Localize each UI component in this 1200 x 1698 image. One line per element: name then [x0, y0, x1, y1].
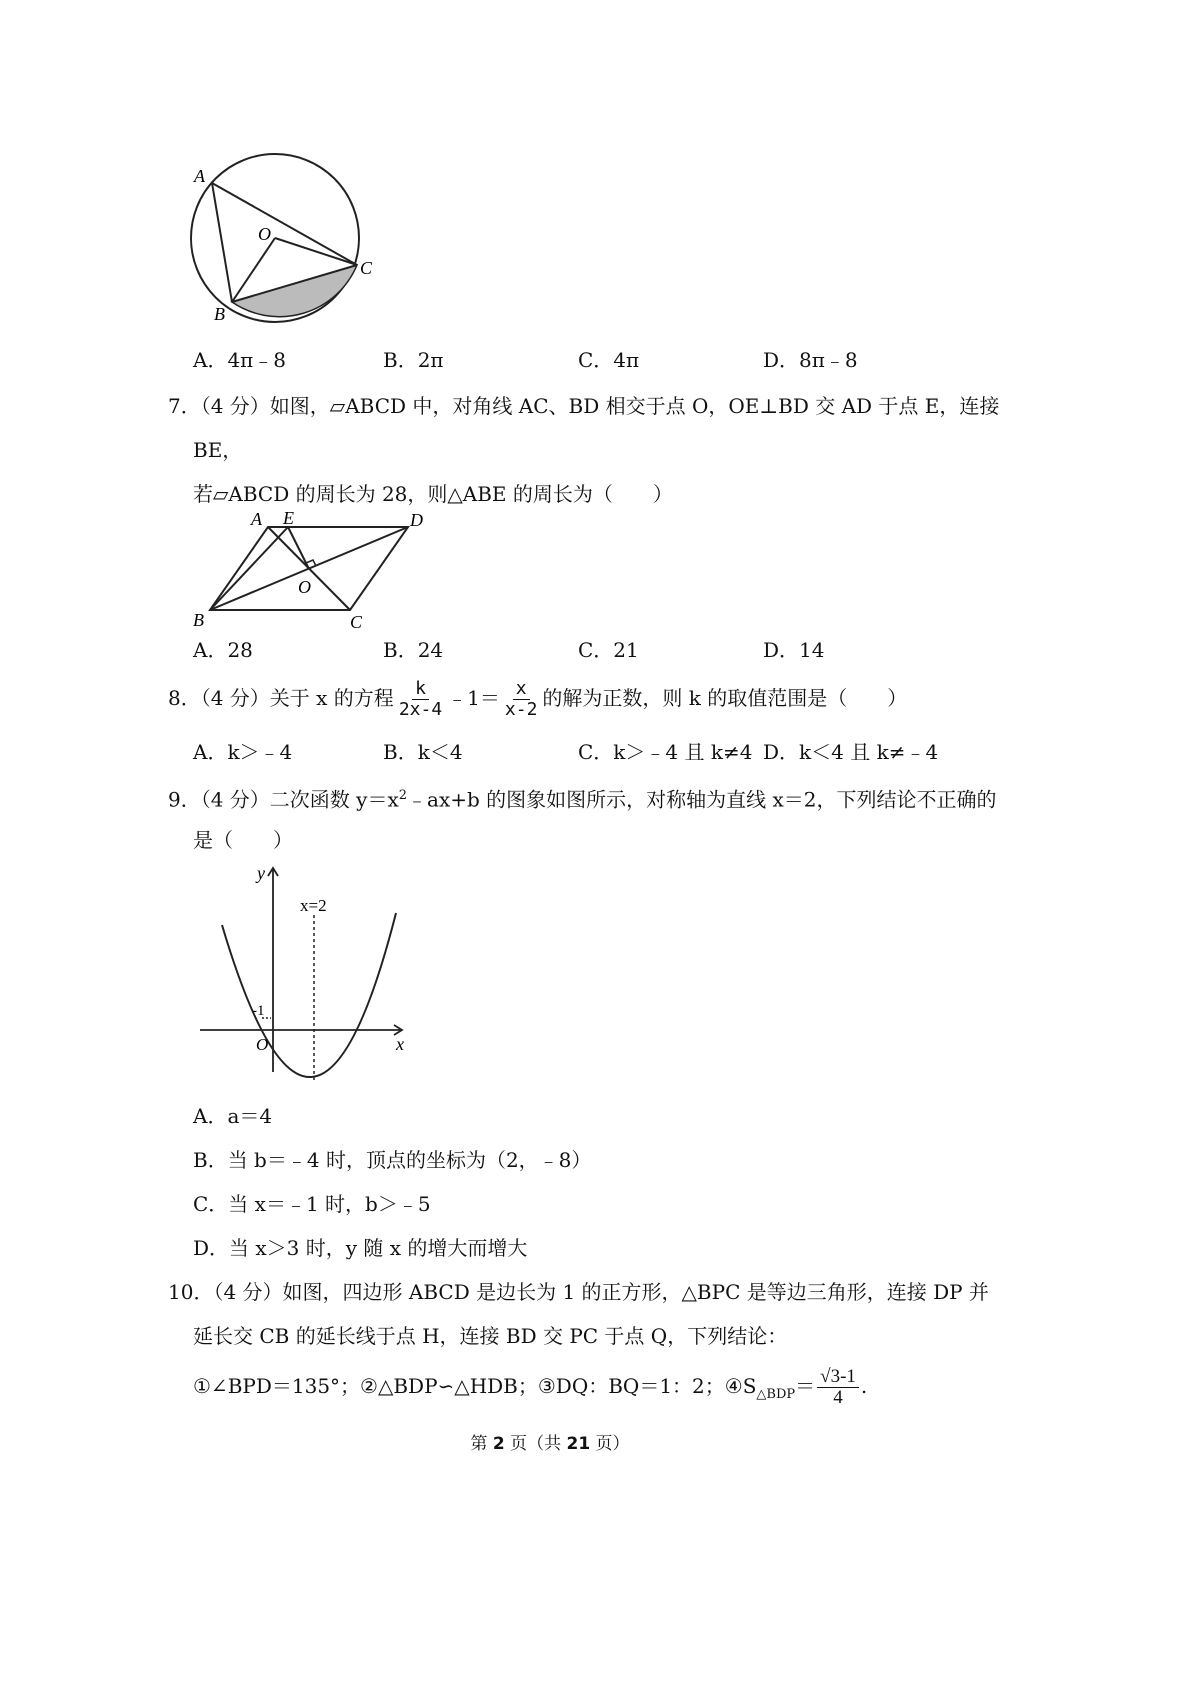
q9-stem-b: ﹣ax+b 的图象如图所示，对称轴为直线 x＝2，下列结论不正确的 — [407, 787, 997, 812]
q6-label-o: O — [258, 224, 271, 244]
q7-stem-line3: 若▱ABCD 的周长为 28，则△ABE 的周长为（ ） — [193, 482, 673, 506]
q9-label-y: y — [257, 863, 265, 883]
q8-option-a: A．k＞﹣4 — [193, 740, 293, 764]
q10-stem-line2: 延长交 CB 的延长线于点 H，连接 BD 交 PC 于点 Q，下列结论： — [193, 1324, 788, 1348]
q6-circle-figure — [180, 140, 400, 350]
q9-label-x: x — [396, 1034, 404, 1054]
q8-option-c: C．k＞﹣4 且 k≠4 — [578, 740, 753, 764]
page-footer — [0, 1430, 1100, 1458]
q9-label-minus1: -1 — [252, 1003, 265, 1019]
q6-option-b: B．2π — [383, 348, 444, 372]
footer-page-number: 2 — [492, 1434, 505, 1454]
q7-stem-prefix: 7．（4 分）如图，▱ — [168, 394, 346, 418]
q6-label-a: A — [194, 166, 205, 186]
q6-option-c: C．4π — [578, 348, 640, 372]
q7-label-d: D — [410, 510, 423, 530]
q10-end: . — [860, 1374, 868, 1398]
q9-stem-exponent: 2 — [398, 788, 408, 803]
q10-stem-line1: 10．（4 分）如图，四边形 ABCD 是边长为 1 的正方形，△BPC 是等边三角形，连接 DP 并 — [168, 1280, 989, 1304]
q9-parabola-figure — [190, 858, 420, 1088]
q8-frac1-num: k — [412, 679, 429, 700]
q7-label-b: B — [193, 610, 204, 630]
q8-frac2-num: x — [513, 679, 530, 700]
q7-label-c: C — [350, 612, 363, 632]
q8-fraction-2 — [502, 679, 541, 720]
q9-stem-line1 — [168, 782, 997, 814]
q7-option-d: D．14 — [763, 638, 825, 662]
q10-conclusions-text: ①∠BPD＝135°；②△BDP∽△HDB；③DQ：BQ＝1：2；④S — [193, 1374, 757, 1398]
q9-option-c: C．当 x＝﹣1 时，b＞﹣5 — [193, 1192, 431, 1216]
q7-option-a: A．28 — [193, 638, 253, 662]
q8-fraction-1 — [396, 679, 445, 720]
q8-option-d: D．k＜4 且 k≠﹣4 — [763, 740, 939, 764]
q10-frac-den: 4 — [833, 1387, 843, 1408]
footer-prefix: 第 — [470, 1434, 493, 1454]
q7-stem-rest: ABCD 中，对角线 AC、BD 相交于点 O，OE⊥BD 交 AD 于点 E，连接 — [345, 394, 1000, 418]
q9-option-b: B．当 b＝﹣4 时，顶点的坐标为（2，﹣8） — [193, 1148, 592, 1172]
q8-stem-prefix: 8．（4 分）关于 x 的方程 — [168, 686, 394, 710]
q10-frac-num: √3-1 — [817, 1367, 859, 1388]
q9-label-o: O — [256, 1035, 269, 1054]
q10-equals: ＝ — [795, 1374, 816, 1398]
q7-stem-line1 — [168, 392, 999, 420]
q7-label-o: O — [298, 577, 311, 597]
q7-parallelogram-figure — [185, 505, 435, 635]
footer-mid: 页（共 — [504, 1434, 567, 1454]
q6-option-a: A．4π﹣8 — [193, 348, 287, 372]
q9-option-d: D．当 x＞3 时，y 随 x 的增大而增大 — [193, 1236, 528, 1260]
footer-total-pages: 21 — [566, 1434, 591, 1454]
q6-label-b: B — [214, 304, 225, 324]
q8-frac1-den: 2x-4 — [398, 699, 443, 720]
q6-option-d: D．8π﹣8 — [763, 348, 858, 372]
q9-label-axis: x=2 — [300, 896, 327, 915]
q7-option-c: C．21 — [578, 638, 639, 662]
q10-fraction — [817, 1367, 859, 1408]
q9-option-a: A．a＝4 — [193, 1104, 273, 1128]
q7-stem-line2: BE， — [193, 438, 243, 462]
q8-stem-suffix: 的解为正数，则 k 的取值范围是（ ） — [542, 686, 908, 710]
q9-stem-a: 9．（4 分）二次函数 y＝x — [168, 787, 399, 812]
q6-label-c: C — [360, 258, 373, 278]
q10-subscript: △BDP — [756, 1387, 796, 1402]
q9-stem-line2: 是（ ） — [193, 828, 293, 852]
q7-option-b: B．24 — [383, 638, 444, 662]
q7-label-a: A — [251, 509, 262, 529]
q8-stem-mid: ﹣1＝ — [447, 686, 500, 710]
footer-suffix: 页） — [590, 1434, 630, 1454]
q8-option-b: B．k＜4 — [383, 740, 463, 764]
q8-frac2-den: x-2 — [504, 699, 538, 720]
q7-label-e: E — [283, 508, 294, 528]
q8-stem — [168, 674, 907, 722]
q10-conclusions — [193, 1362, 867, 1419]
